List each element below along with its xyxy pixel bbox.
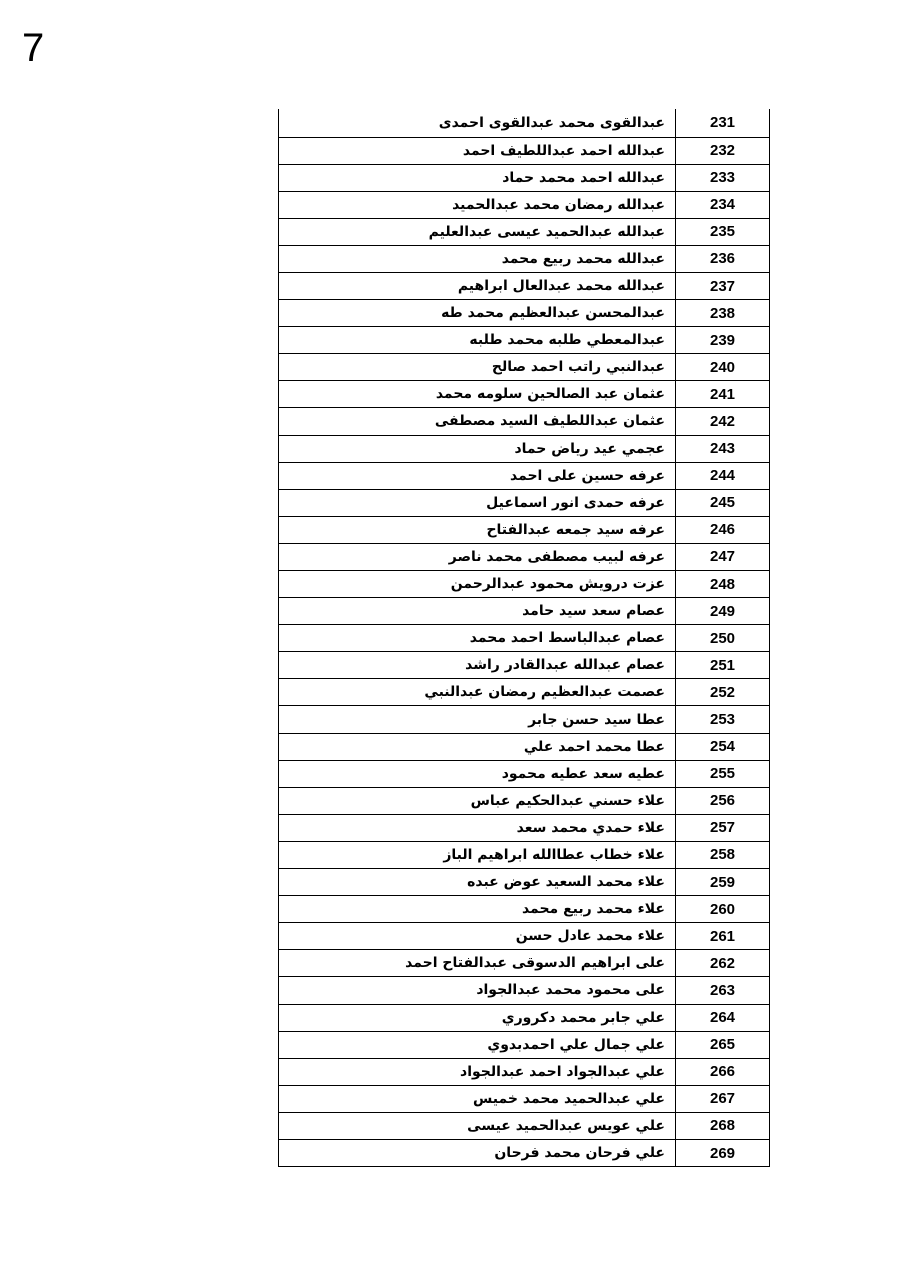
name-cell: عبدالله رمضان محمد عبدالحميد xyxy=(279,191,676,218)
table-row xyxy=(279,245,770,272)
name-cell: عبدالقوى محمد عبدالقوى احمدى xyxy=(279,109,676,137)
table-row xyxy=(279,543,770,570)
row-number: 247 xyxy=(709,548,736,566)
row-number: 264 xyxy=(709,1009,736,1027)
table-row xyxy=(279,787,770,814)
row-number: 246 xyxy=(709,521,736,539)
row-number: 235 xyxy=(709,223,736,241)
row-number: 245 xyxy=(709,494,736,512)
table-row xyxy=(279,923,770,950)
table-row xyxy=(279,1085,770,1112)
row-number: 232 xyxy=(709,142,736,160)
row-number: 233 xyxy=(709,169,736,187)
row-number: 256 xyxy=(709,792,736,810)
name-cell: عصام عبدالله عبدالقادر راشد xyxy=(279,652,676,679)
row-number: 259 xyxy=(709,873,736,891)
row-number: 255 xyxy=(709,765,736,783)
names-table xyxy=(278,109,770,1167)
number-cell xyxy=(676,109,770,137)
row-number: 265 xyxy=(709,1036,736,1054)
name-cell: عبدالله احمد محمد حماد xyxy=(279,164,676,191)
number-cell xyxy=(676,381,770,408)
number-cell xyxy=(676,1139,770,1166)
table-row xyxy=(279,625,770,652)
table-row xyxy=(279,109,770,137)
row-number: 262 xyxy=(709,954,736,972)
row-number: 261 xyxy=(709,927,736,945)
table-row xyxy=(279,1112,770,1139)
row-number: 251 xyxy=(709,656,736,674)
number-cell xyxy=(676,950,770,977)
table-row xyxy=(279,435,770,462)
number-cell xyxy=(676,733,770,760)
name-cell: عرفه حسين على احمد xyxy=(279,462,676,489)
row-number: 241 xyxy=(709,385,736,403)
name-cell: عبدالمحسن عبدالعظيم محمد طه xyxy=(279,300,676,327)
row-number: 249 xyxy=(709,602,736,620)
number-cell xyxy=(676,869,770,896)
table-row xyxy=(279,706,770,733)
name-cell: عطيه سعد عطيه محمود xyxy=(279,760,676,787)
name-cell: عبدالله محمد عبدالعال ابراهيم xyxy=(279,272,676,299)
name-cell: عبدالله عبدالحميد عيسى عبدالعليم xyxy=(279,218,676,245)
number-cell xyxy=(676,462,770,489)
row-number: 239 xyxy=(709,331,736,349)
name-cell: عثمان عبداللطيف السيد مصطفى xyxy=(279,408,676,435)
row-number: 238 xyxy=(709,304,736,322)
number-cell xyxy=(676,841,770,868)
name-cell: عطا محمد احمد علي xyxy=(279,733,676,760)
name-cell: عبدالنبي راتب احمد صالح xyxy=(279,354,676,381)
table-row xyxy=(279,950,770,977)
number-cell xyxy=(676,1031,770,1058)
name-cell: عرفه لبيب مصطفى محمد ناصر xyxy=(279,543,676,570)
row-number: 242 xyxy=(709,412,736,430)
names-table-body xyxy=(279,109,770,1167)
table-row xyxy=(279,1004,770,1031)
name-cell: علي عبدالجواد احمد عبدالجواد xyxy=(279,1058,676,1085)
table-row xyxy=(279,869,770,896)
number-cell xyxy=(676,354,770,381)
name-cell: عبدالله محمد ربيع محمد xyxy=(279,245,676,272)
row-number: 244 xyxy=(709,467,736,485)
number-cell xyxy=(676,435,770,462)
table-row xyxy=(279,408,770,435)
name-cell: علاء محمد السعيد عوض عبده xyxy=(279,869,676,896)
name-cell: عصمت عبدالعظيم رمضان عبدالنبي xyxy=(279,679,676,706)
number-cell xyxy=(676,245,770,272)
table-row xyxy=(279,164,770,191)
name-cell: علاء محمد عادل حسن xyxy=(279,923,676,950)
number-cell xyxy=(676,327,770,354)
number-cell xyxy=(676,1112,770,1139)
name-cell: عرفه سيد جمعه عبدالفتاح xyxy=(279,516,676,543)
name-cell: علي جمال علي احمدبدوي xyxy=(279,1031,676,1058)
number-cell xyxy=(676,1004,770,1031)
name-cell: عصام سعد سيد حامد xyxy=(279,598,676,625)
table-row xyxy=(279,354,770,381)
table-row xyxy=(279,571,770,598)
name-cell: على محمود محمد عبدالجواد xyxy=(279,977,676,1004)
row-number: 243 xyxy=(709,440,736,458)
table-row xyxy=(279,760,770,787)
name-cell: علي عويس عبدالحميد عيسى xyxy=(279,1112,676,1139)
row-number: 254 xyxy=(709,738,736,756)
number-cell xyxy=(676,923,770,950)
number-cell xyxy=(676,272,770,299)
table-row xyxy=(279,598,770,625)
number-cell xyxy=(676,489,770,516)
table-row xyxy=(279,733,770,760)
number-cell xyxy=(676,977,770,1004)
table-row xyxy=(279,489,770,516)
number-cell xyxy=(676,571,770,598)
row-number: 268 xyxy=(709,1117,736,1135)
table-row xyxy=(279,381,770,408)
table-row xyxy=(279,300,770,327)
table-row xyxy=(279,841,770,868)
name-cell: عزت درويش محمود عبدالرحمن xyxy=(279,571,676,598)
row-number: 248 xyxy=(709,575,736,593)
name-cell: على ابراهيم الدسوقى عبدالفتاح احمد xyxy=(279,950,676,977)
row-number: 258 xyxy=(709,846,736,864)
number-cell xyxy=(676,760,770,787)
number-cell xyxy=(676,1085,770,1112)
table-row xyxy=(279,814,770,841)
table-row xyxy=(279,652,770,679)
name-cell: علي جابر محمد دكروري xyxy=(279,1004,676,1031)
table-row xyxy=(279,327,770,354)
number-cell xyxy=(676,787,770,814)
name-cell: علاء حسني عبدالحكيم عباس xyxy=(279,787,676,814)
row-number: 240 xyxy=(709,358,736,376)
table-row xyxy=(279,218,770,245)
row-number: 236 xyxy=(709,250,736,268)
table-row xyxy=(279,977,770,1004)
table-row xyxy=(279,137,770,164)
number-cell xyxy=(676,137,770,164)
name-cell: عطا سيد حسن جابر xyxy=(279,706,676,733)
number-cell xyxy=(676,218,770,245)
row-number: 266 xyxy=(709,1063,736,1081)
name-cell: عبدالمعطي طلبه محمد طلبه xyxy=(279,327,676,354)
name-cell: عرفه حمدى انور اسماعيل xyxy=(279,489,676,516)
number-cell xyxy=(676,516,770,543)
row-number: 267 xyxy=(709,1090,736,1108)
number-cell xyxy=(676,164,770,191)
table-row xyxy=(279,679,770,706)
name-cell: علاء خطاب عطاالله ابراهيم الباز xyxy=(279,841,676,868)
row-number: 237 xyxy=(709,277,736,295)
number-cell xyxy=(676,652,770,679)
page-number: 7 xyxy=(22,26,45,70)
name-cell: عثمان عبد الصالحين سلومه محمد xyxy=(279,381,676,408)
row-number: 234 xyxy=(709,196,736,214)
table-row xyxy=(279,462,770,489)
name-cell: علي عبدالحميد محمد خميس xyxy=(279,1085,676,1112)
number-cell xyxy=(676,625,770,652)
row-number: 252 xyxy=(709,683,736,701)
row-number: 253 xyxy=(709,711,736,729)
number-cell xyxy=(676,598,770,625)
name-cell: عصام عبدالباسط احمد محمد xyxy=(279,625,676,652)
table-row xyxy=(279,896,770,923)
number-cell xyxy=(676,896,770,923)
table-row xyxy=(279,1031,770,1058)
name-cell: عجمي عيد رياض حماد xyxy=(279,435,676,462)
row-number: 263 xyxy=(709,981,736,999)
table-row xyxy=(279,191,770,218)
table-row xyxy=(279,516,770,543)
number-cell xyxy=(676,191,770,218)
name-cell: علي فرحان محمد فرحان xyxy=(279,1139,676,1166)
row-number: 257 xyxy=(709,819,736,837)
name-cell: علاء محمد ربيع محمد xyxy=(279,896,676,923)
number-cell xyxy=(676,300,770,327)
number-cell xyxy=(676,1058,770,1085)
row-number: 269 xyxy=(709,1144,736,1162)
number-cell xyxy=(676,706,770,733)
row-number: 250 xyxy=(709,629,736,647)
table-row xyxy=(279,1058,770,1085)
table-row xyxy=(279,272,770,299)
row-number: 231 xyxy=(709,114,736,132)
number-cell xyxy=(676,679,770,706)
row-number: 260 xyxy=(709,900,736,918)
number-cell xyxy=(676,814,770,841)
number-cell xyxy=(676,408,770,435)
name-cell: علاء حمدي محمد سعد xyxy=(279,814,676,841)
table-row xyxy=(279,1139,770,1166)
number-cell xyxy=(676,543,770,570)
name-cell: عبدالله احمد عبداللطيف احمد xyxy=(279,137,676,164)
